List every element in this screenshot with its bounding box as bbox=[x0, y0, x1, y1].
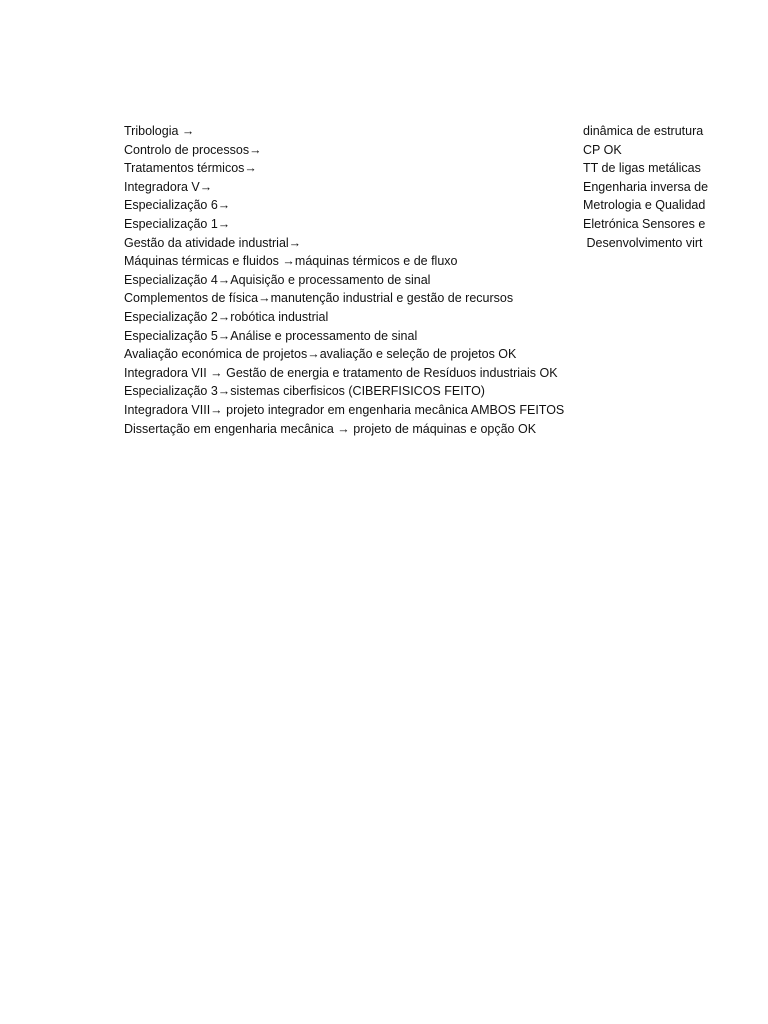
right-line-5: Metrologia e Qualidad bbox=[583, 198, 706, 213]
left-line-16: Integradora VIII→ projeto integrador em engenharia mecânica AMBOS FEITOS bbox=[124, 402, 565, 417]
right-line-7: Desenvolvimento virt bbox=[583, 235, 703, 250]
left-line-12: Especialização 5→Análise e processamento de sinal bbox=[124, 328, 418, 343]
left-line-7: Gestão da atividade industrial→ bbox=[124, 235, 302, 250]
left-line-17: Dissertação em engenharia mecânica → projeto de máquinas e opção OK bbox=[124, 421, 537, 436]
right-line-1: dinâmica de estrutura bbox=[583, 124, 704, 138]
left-line-8: Máquinas térmicas e fluidos →máquinas térmicos e de fluxo bbox=[124, 254, 458, 269]
left-line-10: Complementos de física→manutenção industrial e gestão de recursos bbox=[124, 291, 514, 306]
left-line-3: Tratamentos térmicos→ bbox=[124, 161, 257, 176]
left-line-11: Especialização 2→robótica industrial bbox=[124, 309, 329, 324]
left-line-2: Controlo de processos→ bbox=[124, 142, 262, 157]
left-line-1: Tribologia → bbox=[124, 124, 195, 138]
left-line-4: Integradora V→ bbox=[124, 179, 213, 194]
right-line-6: Eletrónica Sensores e bbox=[583, 216, 706, 231]
left-line-5: Especialização 6→ bbox=[124, 198, 231, 213]
left-line-9: Especialização 4→Aquisição e processamento de sinal bbox=[124, 272, 431, 287]
right-line-2: CP OK bbox=[583, 142, 622, 157]
right-line-3: TT de ligas metálicas bbox=[583, 161, 701, 176]
left-column bbox=[124, 122, 574, 438]
left-line-13: Avaliação económica de projetos→avaliação e seleção de projetos OK bbox=[124, 347, 517, 362]
left-line-15: Especialização 3→sistemas ciberfisicos (CIBERFISICOS FEITO) bbox=[124, 384, 485, 399]
left-line-6: Especialização 1→ bbox=[124, 216, 231, 231]
right-column bbox=[583, 122, 768, 252]
right-line-4: Engenharia inversa de bbox=[583, 179, 709, 194]
left-line-14: Integradora VII → Gestão de energia e tratamento de Resíduos industriais OK bbox=[124, 365, 558, 380]
